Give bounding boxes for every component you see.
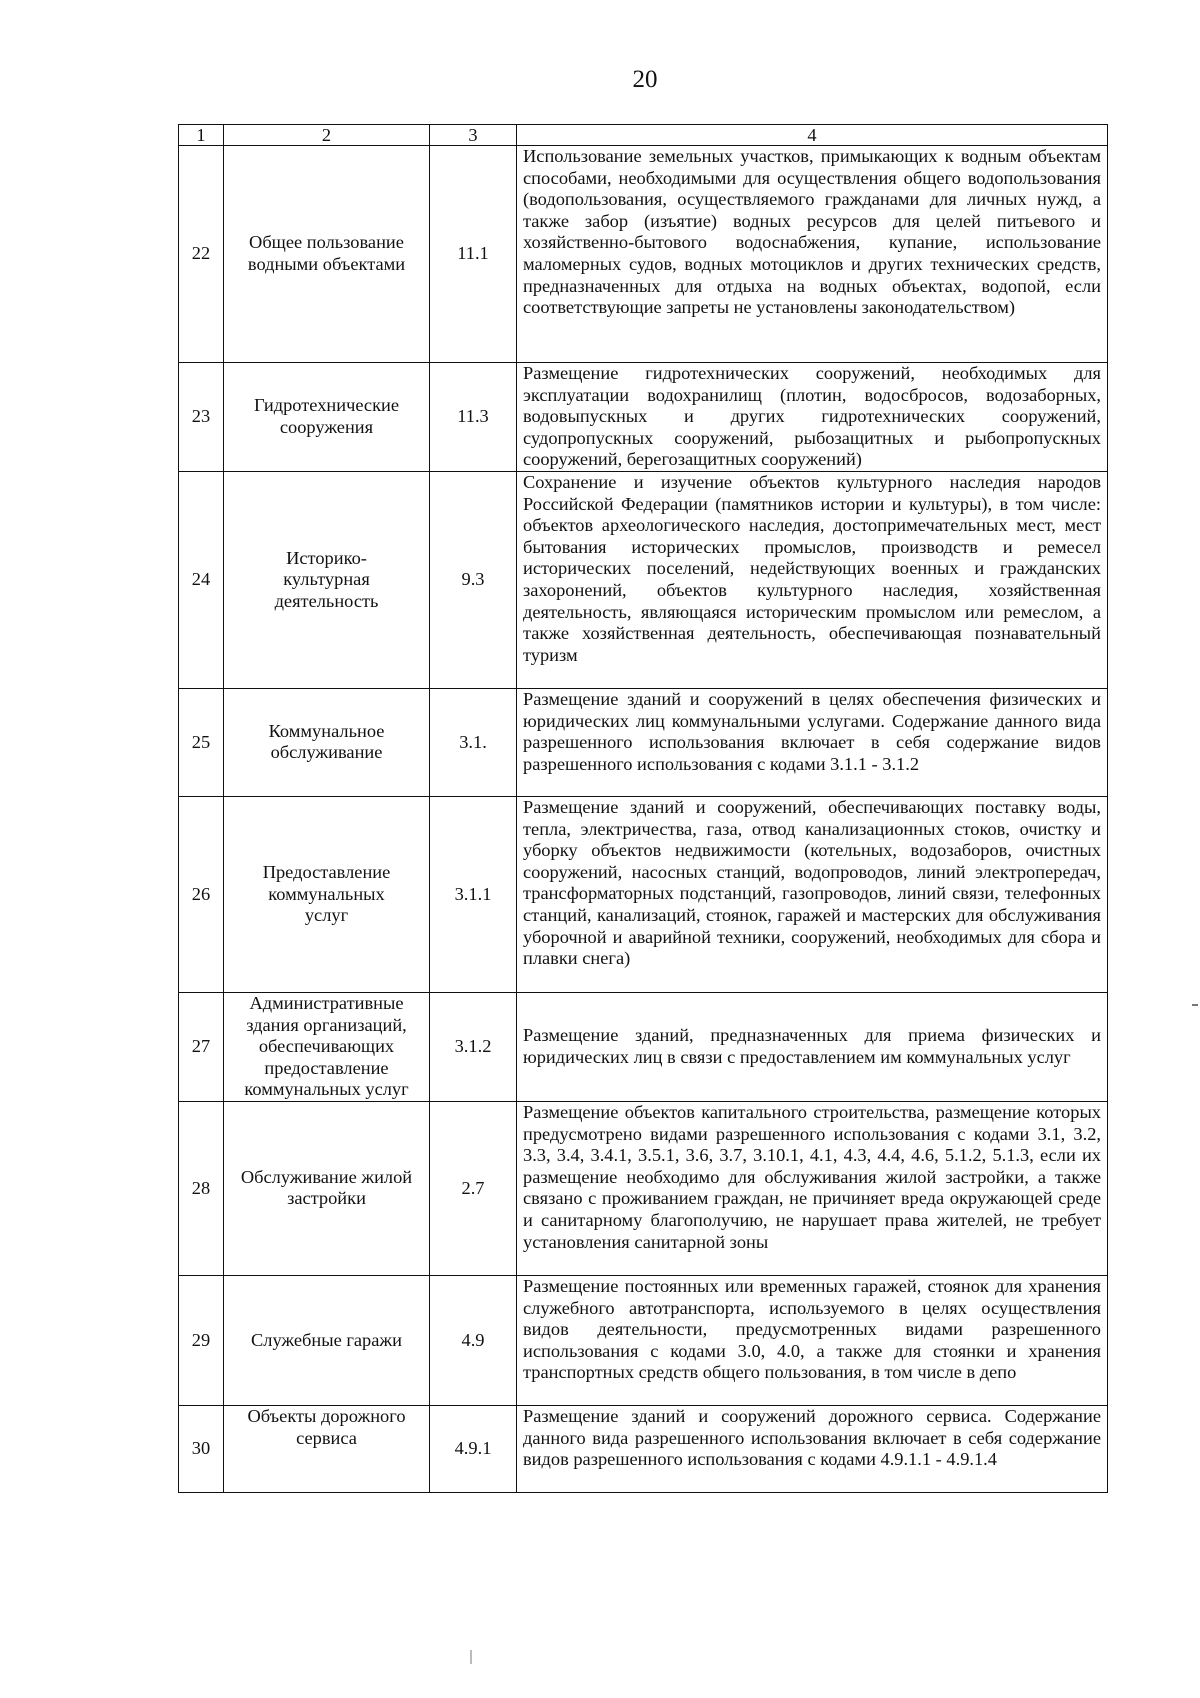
use-type-code: 4.9.1 xyxy=(430,1405,517,1492)
use-type-description: Размещение зданий и сооружений дорожного сервиса. Содержание данного вида разрешенного использования включает в себя содержание видов разрешенного использования с кодами 4.9.1.1 - 4.9.1.4 xyxy=(517,1405,1108,1492)
use-type-name: Историко-культурная деятельность xyxy=(224,471,430,688)
use-type-name: Общее пользование водными объектами xyxy=(224,146,430,363)
use-type-description: Размещение постоянных или временных гаражей, стоянок для хранения служебного автотранспорта, используемого в целях осуществления видов деятельности, предусмотренных видами разрешенного использования с кодами 3.0, 4.0, а также для стоянки и хранения транспортных средств общего пользования, в том числе в депо xyxy=(517,1275,1108,1405)
table-row xyxy=(179,471,1108,688)
use-type-name: Предоставление коммунальных услуг xyxy=(224,796,430,992)
table-row xyxy=(179,992,1108,1101)
use-type-name: Объекты дорожного сервиса xyxy=(224,1405,430,1492)
use-type-name: Служебные гаражи xyxy=(224,1275,430,1405)
use-type-code: 9.3 xyxy=(430,471,517,688)
use-type-name: Обслуживание жилой застройки xyxy=(224,1101,430,1275)
row-number: 23 xyxy=(179,363,224,472)
use-type-name: Административные здания организаций, обеспечивающих предоставление коммунальных услуг xyxy=(224,992,430,1101)
row-number: 26 xyxy=(179,796,224,992)
row-number: 22 xyxy=(179,146,224,363)
table-header-row xyxy=(179,125,1108,146)
table-row xyxy=(179,363,1108,472)
column-header-1: 1 xyxy=(179,125,224,146)
use-type-description: Использование земельных участков, примыкающих к водным объектам способами, необходимыми для осуществления общего водопользования (водопользования, осуществляемого гражданами для личных нужд, а также забор (изъятие) водных ресурсов для целей питьевого и хозяйственно-бытового водоснабжения, купание, использование маломерных судов, водных мотоциклов и других технических средств, предназначенных для отдыха на водных объектах, водопой, если соответствующие запреты не установлены законодательством) xyxy=(517,146,1108,363)
table-row xyxy=(179,1405,1108,1492)
use-type-description: Размещение зданий и сооружений, обеспечивающих поставку воды, тепла, электричества, газа, отвод канализационных стоков, очистку и уборку объектов недвижимости (котельных, водозаборов, очистных сооружений, насосных станций, водопроводов, линий электропередач, трансформаторных подстанций, газопроводов, линий связи, телефонных станций, канализаций, стоянок, гаражей и мастерских для обслуживания уборочной и аварийной техники, сооружений, необходимых для сбора и плавки снега) xyxy=(517,796,1108,992)
row-number: 28 xyxy=(179,1101,224,1275)
table-row xyxy=(179,146,1108,363)
use-type-description: Сохранение и изучение объектов культурного наследия народов Российской Федерации (памятников истории и культуры), в том числе: объектов археологического наследия, достопримечательных мест, мест бытования исторических промыслов, производств и ремесел исторических поселений, недействующих военных и гражданских захоронений, объектов культурного наследия, хозяйственная деятельность, являющаяся историческим промыслом или ремеслом, а также хозяйственная деятельность, обеспечивающая познавательный туризм xyxy=(517,471,1108,688)
page-number: 20 xyxy=(632,66,658,93)
use-type-code: 11.1 xyxy=(430,146,517,363)
row-number: 25 xyxy=(179,688,224,796)
use-type-code: 3.1. xyxy=(430,688,517,796)
use-type-code: 3.1.2 xyxy=(430,992,517,1101)
row-number: 27 xyxy=(179,992,224,1101)
use-type-description: Размещение гидротехнических сооружений, необходимых для эксплуатации водохранилищ (плотин, водосбросов, водозаборных, водовыпускных и других гидротехнических сооружений, судопропускных сооружений, рыбозащитных и рыбопропускных сооружений, берегозащитных сооружений) xyxy=(517,363,1108,472)
row-number: 24 xyxy=(179,471,224,688)
table-row xyxy=(179,688,1108,796)
row-number: 30 xyxy=(179,1405,224,1492)
column-header-4: 4 xyxy=(517,125,1108,146)
table-row xyxy=(179,796,1108,992)
use-type-description: Размещение зданий и сооружений в целях обеспечения физических и юридических лиц коммунальными услугами. Содержание данного вида разрешенного использования включает в себя содержание видов разрешенного использования с кодами 3.1.1 - 3.1.2 xyxy=(517,688,1108,796)
use-type-description: Размещение объектов капитального строительства, размещение которых предусмотрено видами разрешенного использования с кодами 3.1, 3.2, 3.3, 3.4, 3.4.1, 3.5.1, 3.6, 3.7, 3.10.1, 4.1, 4.3, 4.4, 4.6, 5.1.2, 5.1.3, если их размещение необходимо для обслуживания жилой застройки, а также связано с проживанием граждан, не причиняет вреда окружающей среде и санитарному благополучию, не нарушает права жителей, не требует установления санитарной зоны xyxy=(517,1101,1108,1275)
use-type-code: 2.7 xyxy=(430,1101,517,1275)
use-type-code: 3.1.1 xyxy=(430,796,517,992)
use-type-code: 4.9 xyxy=(430,1275,517,1405)
use-type-name: Гидротехнические сооружения xyxy=(224,363,430,472)
row-number: 29 xyxy=(179,1275,224,1405)
use-type-code: 11.3 xyxy=(430,363,517,472)
use-type-description: Размещение зданий, предназначенных для приема физических и юридических лиц в связи с предоставлением им коммунальных услуг xyxy=(517,992,1108,1101)
margin-mark xyxy=(1192,1004,1198,1006)
table-row xyxy=(179,1275,1108,1405)
column-header-3: 3 xyxy=(430,125,517,146)
table-row xyxy=(179,1101,1108,1275)
use-type-name: Коммунальное обслуживание xyxy=(224,688,430,796)
column-header-2: 2 xyxy=(224,125,430,146)
land-use-table xyxy=(178,124,1108,1493)
margin-mark xyxy=(470,1650,472,1664)
